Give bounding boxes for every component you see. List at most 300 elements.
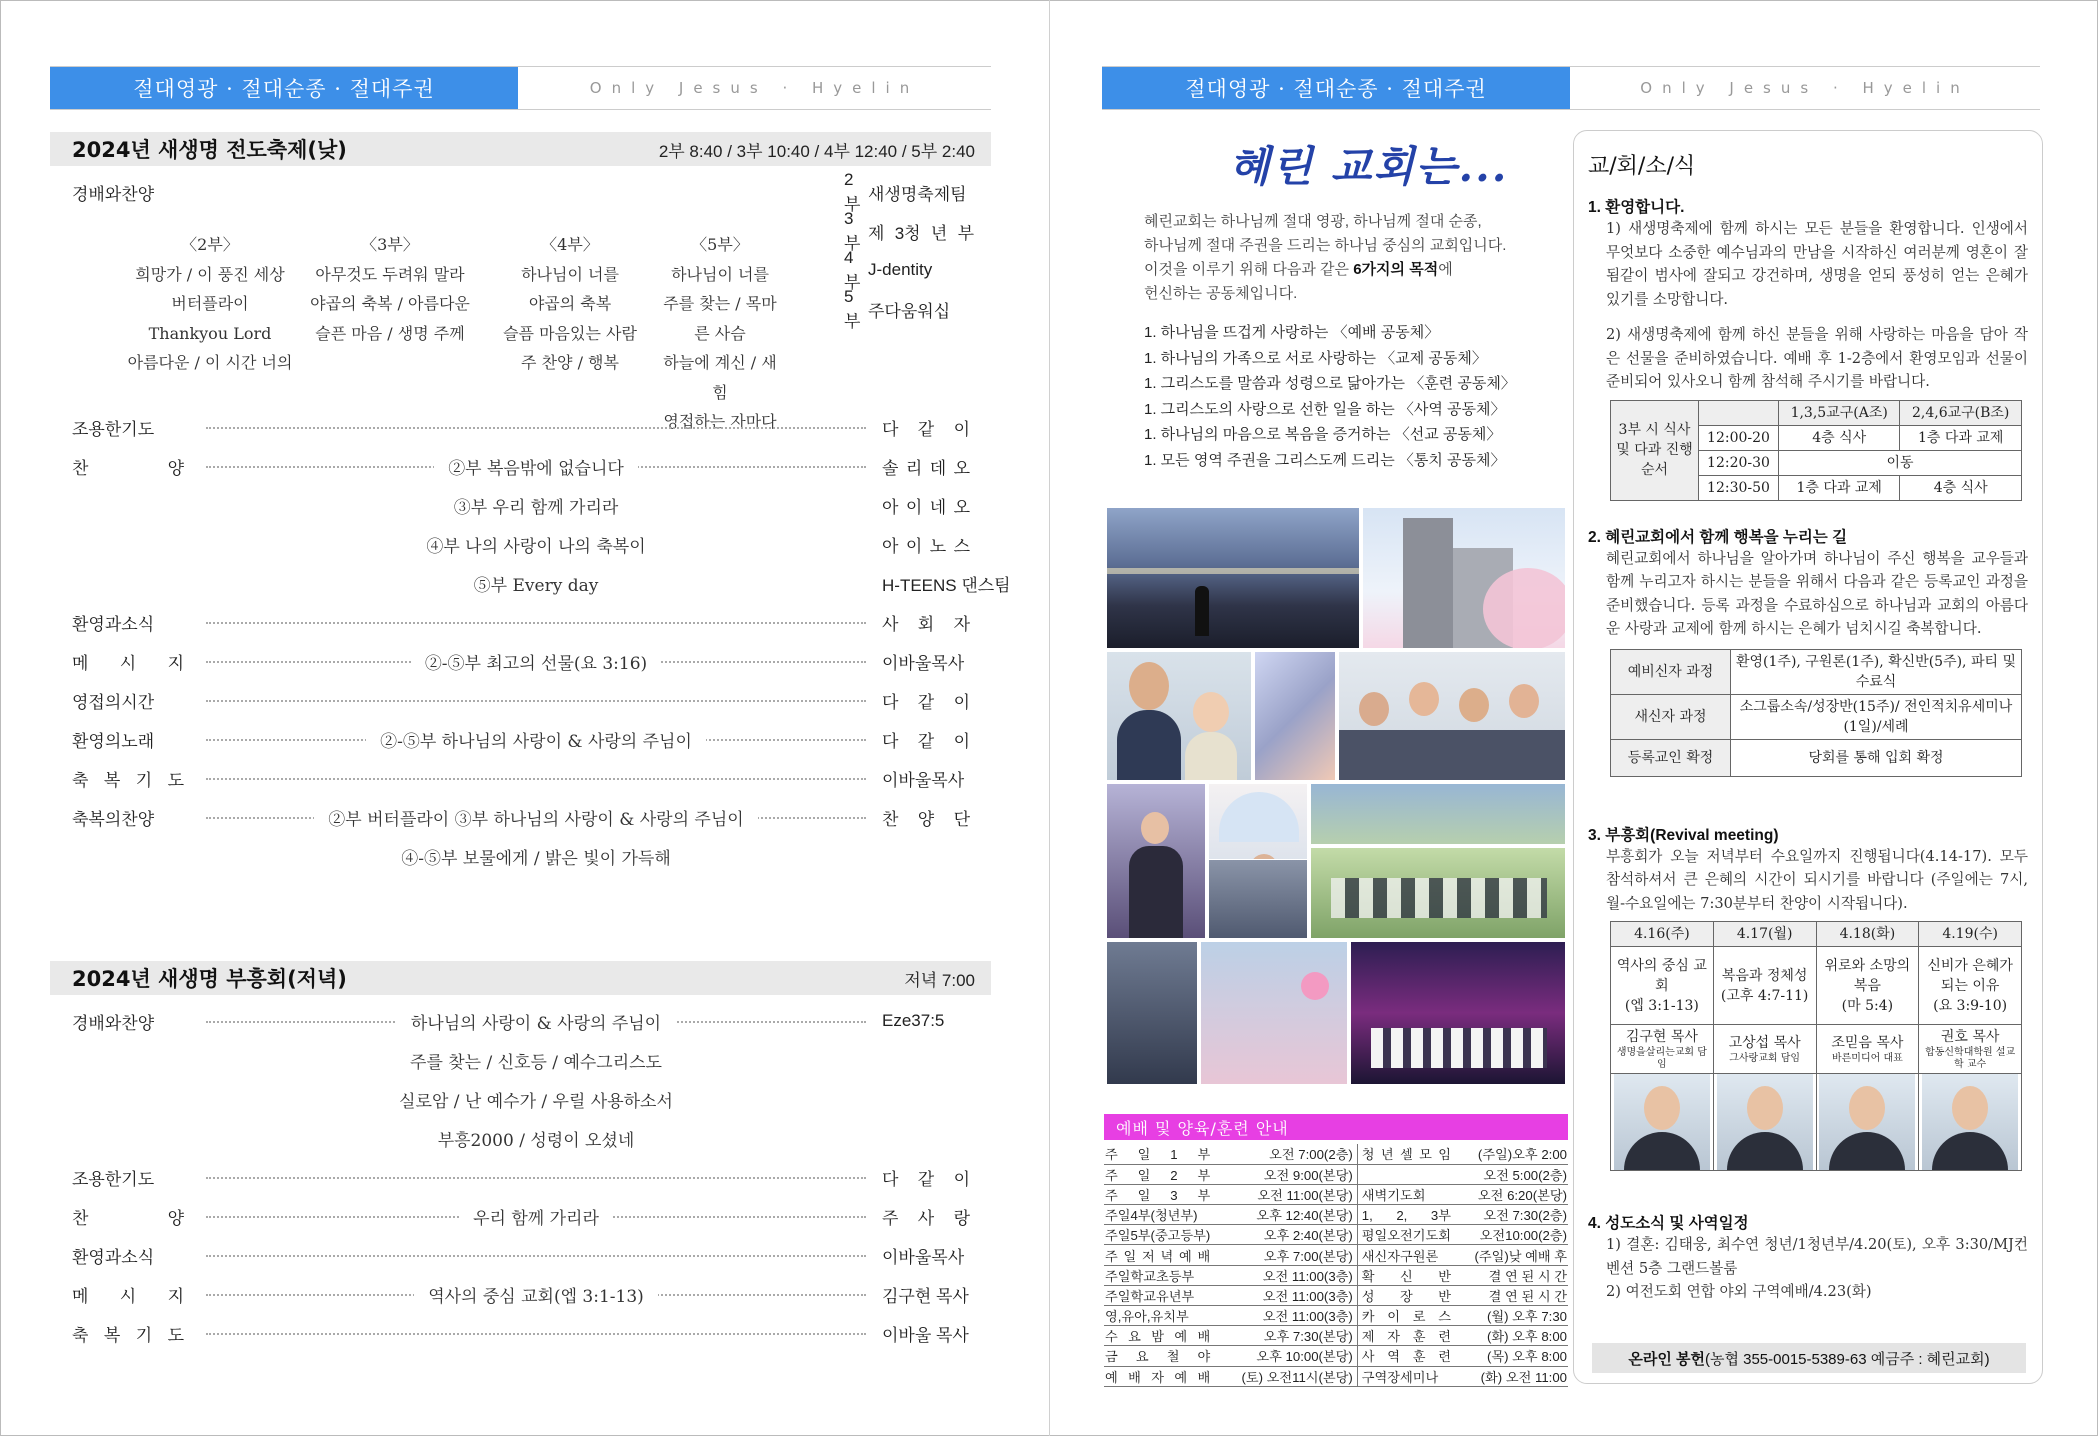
praise-song: 하나님이 너를 (521, 264, 619, 284)
order-label: 환영의노래 (72, 731, 155, 751)
schedule-row (1104, 1265, 1568, 1285)
order-detail-text: ②부 복음밖에 없습니다 (434, 454, 638, 479)
news-heading-revival: 3. 부흥회(Revival meeting) (1588, 826, 1779, 844)
schedule-cell: 평일오전기도회 (1357, 1225, 1452, 1245)
order-detail (206, 1123, 866, 1153)
praise-column (480, 230, 660, 437)
order-detail (206, 1201, 866, 1231)
order-leader: 김구현 목사 (882, 1286, 969, 1306)
course-detail: 당회를 통해 입회 확정 (1731, 739, 2022, 776)
order-detail (206, 1279, 866, 1309)
praise-part: 3부 (844, 208, 861, 253)
revival-date: 4.19(수) (1919, 922, 2022, 947)
schedule-cell: 오후 7:30(본당) (1211, 1326, 1357, 1346)
order-leader: 다 같 이 (882, 731, 970, 751)
order-detail (206, 1240, 866, 1270)
order-row (72, 802, 970, 832)
schedule-cell: (화) 오전 11:00 (1452, 1366, 1568, 1386)
schedule-cell: (주일)낮 예배 후 (1452, 1245, 1568, 1265)
meal-time: 12:20-30 (1699, 450, 1779, 475)
church-news-panel (1573, 130, 2043, 1384)
registration-course-table (1610, 649, 2022, 777)
meal-col-head: 2,4,6교구(B조) (1900, 400, 2022, 425)
schedule-cell: (목) 오후 8:00 (1452, 1346, 1568, 1366)
speaker-photo (1922, 1074, 2018, 1170)
meal-row-head: 3부 시 식사 및 다과 진행 순서 (1611, 400, 1699, 500)
order-label: 환영과소식 (72, 1247, 155, 1267)
praise-part: 4부 (844, 247, 861, 292)
schedule-cell: 수 요 밤 예 배 (1104, 1326, 1211, 1346)
schedule-row (1104, 1306, 1568, 1326)
revival-photo-cell (1919, 1074, 2022, 1171)
order-row (72, 724, 970, 754)
church-goal-item: 1. 하나님을 뜨겁게 사랑하는 〈예배 공동체〉 (1144, 324, 1440, 341)
order-leader: Eze37:5 (882, 1011, 945, 1030)
online-offering-account: (농협 355-0015-5389-63 예금주 : 혜린교회) (1704, 1350, 1990, 1368)
schedule-cell: 카 이 로 스 (1357, 1306, 1452, 1326)
order-detail-text: 실로암 / 난 예수가 / 우릴 사용하소서 (385, 1087, 687, 1112)
order-label: 조용한기도 (72, 419, 155, 439)
schedule-row (1104, 1164, 1568, 1184)
schedule-cell: 오전 9:00(본당) (1211, 1164, 1357, 1184)
order-leader: H-TEENS 댄스팀 (882, 575, 1011, 595)
church-goal-item: 1. 그리스도의 사랑으로 선한 일을 하는 〈사역 공동체〉 (1144, 400, 1506, 418)
schedule-cell: 구역장세미나 (1357, 1366, 1452, 1386)
speaker-head (1747, 1086, 1783, 1130)
order-leader: 이바울 목사 (882, 1325, 969, 1345)
two-men-photo (1208, 859, 1308, 939)
revival-photo-row (1611, 1074, 2022, 1171)
order-detail-text: ②-⑤부 하나님의 사랑이 & 사랑의 주님이 (366, 727, 706, 752)
revival-topic (1713, 947, 1816, 1025)
schedule-cell: 오전 11:00(본당) (1211, 1184, 1357, 1204)
order-detail (206, 802, 866, 832)
course-detail: 환영(1주), 구원론(1주), 확신반(5주), 파티 및 수료식 (1731, 649, 2022, 694)
news-heading-registration: 2. 혜린교회에서 함께 행복을 누리는 길 (1588, 528, 1848, 546)
praise-song: 아름다운 / 이 시간 너의 (127, 353, 293, 372)
order-row (72, 1162, 970, 1192)
schedule-row (1104, 1245, 1568, 1265)
revival-topic-title: 역사의 중심 교회 (1616, 957, 1707, 994)
order-detail (206, 412, 866, 442)
speaker-church: 생명을살리는교회 담임 (1616, 1047, 1707, 1070)
order-leader: 주 사 랑 (882, 1208, 970, 1228)
praise-song: 아무것도 두려워 말라 (315, 264, 465, 284)
revival-topic-title: 위로와 소망의 복음 (1824, 957, 1911, 994)
revival-date: 4.17(월) (1713, 922, 1816, 947)
praise-team-name: 새생명축제팀 (868, 184, 967, 204)
day-service-times: 2부 8:40 / 3부 10:40 / 4부 12:40 / 5부 2:40 (658, 141, 975, 161)
intro-emphasis: 6가지의 목적 (1353, 261, 1439, 278)
schedule-cell: 오후 7:00(본당) (1211, 1245, 1357, 1265)
order-row (72, 1045, 970, 1075)
order-row (72, 529, 970, 559)
church-intro-title: 혜린 교회는... (1229, 142, 1509, 191)
intro-line: 혜린교회는 하나님께 절대 영광, 하나님께 절대 순종, (1144, 213, 1482, 230)
order-detail-text: ④-⑤부 보물에게 / 밝은 빛이 가득해 (387, 844, 685, 869)
night-service-title: 2024년 새생명 부흥회(저녁) (72, 967, 347, 991)
church-goal-item: 1. 하나님의 가족으로 서로 사랑하는 〈교제 공동체〉 (1144, 349, 1487, 367)
order-detail (206, 1162, 866, 1192)
order-leader: 다 같 이 (882, 1169, 970, 1189)
praise-song: 야곱의 축복 / 아름다운 (310, 294, 470, 313)
intro-line: 하나님께 절대 주권을 드리는 하나님 중심의 교회입니다. (1144, 237, 1507, 254)
schedule-cell (1357, 1164, 1452, 1184)
praise-song: 슬픔 마음있는 사람 (503, 323, 637, 343)
order-row (72, 1240, 970, 1270)
revival-speaker-table (1610, 921, 2022, 1171)
praise-team-name: 제 3청 년 부 (868, 223, 974, 243)
header-slogan: Only Jesus · Hyelin (589, 79, 920, 97)
schedule-cell: 주 일 저 녁 예 배 (1104, 1245, 1211, 1265)
header-motto: 절대영광 · 절대순종 · 절대주권 (50, 67, 518, 109)
praying-photo (1106, 941, 1198, 1085)
speaker-head (1644, 1086, 1680, 1130)
order-detail (206, 646, 866, 676)
order-leader: 솔 리 데 오 (882, 458, 970, 478)
speaker-suit (1727, 1132, 1803, 1170)
revival-date: 4.16(주) (1611, 922, 1714, 947)
church-goal-item: 1. 하나님의 마음으로 복음을 증거하는 〈선교 공동체〉 (1144, 426, 1502, 443)
schedule-cell: 주일5부(중고등부) (1104, 1225, 1211, 1245)
order-detail-text: 하나님의 사랑이 & 사랑의 주님이 (397, 1009, 675, 1034)
order-detail (206, 607, 866, 637)
praise-column (660, 230, 780, 437)
order-detail (206, 490, 866, 520)
speaker-suit (1624, 1132, 1700, 1170)
church-goals (1144, 320, 1564, 473)
schedule-cell: 오전 11:00(3층) (1211, 1306, 1357, 1326)
schedule-cell: (토) 오전11시(본당) (1211, 1366, 1357, 1386)
order-detail-text: 주를 찾는 / 신호등 / 예수그리스도 (396, 1048, 676, 1073)
order-label: 찬 양 (72, 1208, 184, 1228)
praise-column-head: 〈4부〉 (541, 235, 599, 254)
schedule-cell: 오후 12:40(본당) (1211, 1205, 1357, 1225)
order-row (72, 568, 1011, 598)
order-detail (206, 1084, 866, 1114)
schedule-cell: 오전 6:20(본당) (1452, 1184, 1568, 1204)
course-row (1611, 694, 2022, 739)
meal-activity: 이동 (1779, 450, 2022, 475)
revival-topic-title: 신비가 은혜가 되는 이유 (1927, 957, 2013, 994)
page-header (50, 66, 991, 110)
praise-column (300, 230, 480, 437)
order-detail (206, 568, 866, 598)
speaker-photo (1819, 1074, 1915, 1170)
praise-team-row (844, 247, 974, 292)
schedule-cell: 주 일 2 부 (1104, 1164, 1211, 1184)
praise-team-name: 주다움워십 (868, 301, 951, 321)
order-detail (206, 1045, 866, 1075)
children-play-photo (1200, 941, 1348, 1085)
schedule-cell: 영,유아,유치부 (1104, 1306, 1211, 1326)
speaker-photo (1717, 1074, 1813, 1170)
revival-topic (1919, 947, 2022, 1025)
praise-part: 5부 (844, 286, 861, 331)
praise-song: 영접하는 자마다 (663, 412, 777, 431)
order-detail (206, 841, 866, 871)
praise-column-head: 〈5부〉 (691, 235, 749, 254)
order-detail-text: ③부 우리 함께 가리라 (440, 493, 633, 518)
revival-topic-title: 복음과 정체성 (1721, 967, 1808, 984)
order-label: 영접의시간 (72, 692, 155, 712)
intro-line: 헌신하는 공동체입니다. (1144, 285, 1298, 302)
church-goal-item: 1. 그리스도를 말씀과 성령으로 닮아가는 〈훈련 공동체〉 (1144, 375, 1516, 392)
course-row (1611, 649, 2022, 694)
order-leader: 다 같 이 (882, 419, 970, 439)
order-label: 축복의찬양 (72, 809, 155, 829)
church-intro-text (1144, 210, 1564, 306)
schedule-cell: 예 배 자 예 배 (1104, 1366, 1211, 1386)
order-row (72, 646, 970, 676)
revival-topic-row (1611, 947, 2022, 1025)
revival-photo-cell (1816, 1074, 1919, 1171)
schedule-row (1104, 1285, 1568, 1305)
course-name: 새신자 과정 (1611, 694, 1731, 739)
schedule-row (1104, 1366, 1568, 1386)
order-leader: 이바울목사 (882, 1247, 965, 1267)
order-detail-text: 우리 함께 가리라 (459, 1204, 613, 1229)
order-leader: 찬 양 단 (882, 809, 970, 829)
schedule-cell: 오전 5:00(2층) (1452, 1164, 1568, 1184)
day-service-title: 2024년 새생명 전도축제(낮) (72, 138, 347, 162)
church-goal-item: 1. 모든 영역 주권을 그리스도께 드리는 〈통치 공동체〉 (1144, 451, 1506, 469)
order-row (72, 841, 970, 871)
schedule-cell: 결 연 된 시 간 (1452, 1285, 1568, 1305)
speaker-name: 김구현 목사 (1625, 1029, 1698, 1045)
schedule-cell: 결 연 된 시 간 (1452, 1265, 1568, 1285)
order-leader: 이바울목사 (882, 653, 965, 673)
speaker-church: 합동신학대학원 설교학 교수 (1925, 1047, 2016, 1070)
order-leader: 사 회 자 (882, 614, 970, 634)
order-label: 환영과소식 (72, 614, 155, 634)
garden-photo (1310, 783, 1566, 845)
order-row (72, 451, 970, 481)
singers-photo (1106, 783, 1206, 939)
order-label: 경배와찬양 (72, 1013, 155, 1033)
revival-topic-ref: (마 5:4) (1841, 997, 1894, 1014)
meal-activity: 1층 다과 교제 (1779, 475, 1900, 500)
revival-topic-ref: (고후 4:7-11) (1720, 987, 1809, 1004)
revival-speaker (1816, 1025, 1919, 1074)
order-row (72, 763, 970, 793)
pastor-child-photo (1106, 651, 1252, 781)
speaker-church: 바른미디어 대표 (1831, 1053, 1903, 1064)
order-detail (206, 1006, 866, 1036)
revival-date: 4.18(화) (1816, 922, 1919, 947)
order-leader: 아 이 네 오 (882, 497, 970, 517)
outdoor-group-photo (1310, 847, 1566, 939)
order-detail-text: ④부 나의 사랑이 나의 축복이 (412, 532, 659, 557)
order-detail (206, 451, 866, 481)
praise-label: 경배와찬양 (72, 184, 155, 204)
praise-song: 주 찬양 / 행복 (521, 353, 619, 372)
schedule-cell: 사 역 훈 련 (1357, 1346, 1452, 1366)
schedule-cell: 오전 11:00(3층) (1211, 1285, 1357, 1305)
header-motto-right: 절대영광 · 절대순종 · 절대주권 (1102, 67, 1570, 109)
revival-topic-ref: (요 3:9-10) (1933, 997, 2008, 1014)
schedule-cell: 오전10:00(2층) (1452, 1225, 1568, 1245)
schedule-cell: 주일학교유년부 (1104, 1285, 1211, 1305)
speaker-church: 그사랑교회 담임 (1729, 1053, 1801, 1064)
schedule-cell: 주 일 1 부 (1104, 1144, 1211, 1164)
order-detail-text: ②-⑤부 최고의 선물(요 3:16) (411, 649, 661, 674)
schedule-cell: (화) 오후 8:00 (1452, 1326, 1568, 1346)
schedule-row (1104, 1144, 1568, 1164)
schedule-cell: 오전 11:00(3층) (1211, 1265, 1357, 1285)
order-row (72, 685, 970, 715)
order-detail-text: ⑤부 Every day (460, 571, 613, 596)
speaker-photo (1614, 1074, 1710, 1170)
revival-photo-cell (1713, 1074, 1816, 1171)
order-leader: 다 같 이 (882, 692, 970, 712)
schedule-cell: 청 년 셀 모 임 (1357, 1144, 1452, 1164)
speaker-head (1952, 1086, 1988, 1130)
praise-column (120, 230, 300, 437)
praise-team-row (844, 286, 974, 331)
revival-speaker (1713, 1025, 1816, 1074)
meal-header-row (1611, 400, 2022, 425)
praise-song: 희망가 / 이 풍진 세상 (135, 264, 285, 284)
praise-song: 슬픈 마음 / 생명 주께 (315, 323, 465, 343)
meal-activity: 1층 다과 교제 (1900, 425, 2022, 450)
praise-team-name: J-dentity (868, 260, 933, 279)
order-detail-text: ②부 버터플라이 ③부 하나님의 사랑이 & 사랑의 주님이 (314, 805, 757, 830)
revival-speaker (1611, 1025, 1714, 1074)
news-paragraph: 1) 새생명축제에 함께 하시는 모든 분들을 환영합니다. 인생에서 무엇보다 소중한 예수님과의 만남을 시작하신 여러분께 영혼이 잘됨같이 범사에 잘되고 강건하며, 생명을 얻되 풍성히 얻는 은혜가 있기를 소망합니다. (1606, 220, 2028, 308)
order-detail-text: 부흥2000 / 성령이 오셨네 (424, 1126, 649, 1151)
revival-date-row (1611, 922, 2022, 947)
order-detail (206, 1318, 866, 1348)
order-detail (206, 529, 866, 559)
praise-song: Thankyou Lord (148, 323, 272, 343)
order-detail (206, 685, 866, 715)
praise-team-row (844, 169, 974, 214)
order-label: 축 복 기 도 (72, 1325, 184, 1345)
speaker-suit (1829, 1132, 1905, 1170)
praise-song: 하나님이 너를 (671, 264, 769, 284)
meal-col-head: 1,3,5교구(A조) (1779, 400, 1900, 425)
schedule-cell: 새신자구원론 (1357, 1245, 1452, 1265)
youth-group-photo (1338, 651, 1566, 781)
revival-speaker-row (1611, 1025, 2022, 1074)
order-row (72, 1006, 970, 1036)
church-building-photo (1362, 507, 1566, 649)
order-leader: 아 이 노 스 (882, 536, 970, 556)
order-label: 조용한기도 (72, 1169, 155, 1189)
course-name: 등록교인 확정 (1611, 739, 1731, 776)
praise-column-head: 〈3부〉 (361, 235, 419, 254)
revival-topic (1816, 947, 1919, 1025)
photo-collage (1106, 507, 1566, 1085)
order-row (72, 1318, 970, 1348)
schedule-cell: 1, 2, 3부 (1357, 1205, 1452, 1225)
schedule-cell: (주일)오후 2:00 (1452, 1144, 1568, 1164)
revival-topic-ref: (엡 3:1-13) (1624, 997, 1699, 1014)
revival-speaker (1919, 1025, 2022, 1074)
schedule-cell: 오후 2:40(본당) (1211, 1225, 1357, 1245)
page-header-right (1102, 66, 2040, 110)
praise-team-row (844, 208, 974, 253)
speaker-name: 고상섭 목사 (1728, 1035, 1801, 1051)
worship-schedule-table (1104, 1144, 1568, 1387)
revival-topic (1611, 947, 1714, 1025)
schedule-cell: 성 장 반 (1357, 1285, 1452, 1305)
order-label: 메 시 지 (72, 653, 184, 673)
choir-stage-photo (1350, 941, 1566, 1085)
news-title: 교/회/소/식 (1588, 154, 1696, 179)
order-row (72, 607, 970, 637)
speaker-name: 조믿음 목사 (1831, 1035, 1904, 1051)
meal-time: 12:30-50 (1699, 475, 1779, 500)
right-page (1049, 0, 2098, 1436)
news-paragraph: 부흥회가 오늘 저녁부터 수요일까지 진행됩니다(4.14-17). 모두 참석하셔서 큰 은혜의 시간이 되시기를 바랍니다 (주일에는 7시, 월-수요일에는 7:30분부터 찬양이 시작됩니다). (1606, 847, 2028, 912)
course-name: 예비신자 과정 (1611, 649, 1731, 694)
order-detail-text: 역사의 중심 교회(엡 3:1-13) (414, 1282, 658, 1307)
order-label: 축 복 기 도 (72, 770, 184, 790)
online-offering-info (1592, 1343, 2026, 1373)
schedule-cell: 확 신 반 (1357, 1265, 1452, 1285)
meal-empty-cell (1699, 400, 1779, 425)
meal-activity: 4층 식사 (1779, 425, 1900, 450)
schedule-title: 예배 및 양육/훈련 안내 (1104, 1114, 1568, 1140)
section-title-night (50, 961, 991, 995)
schedule-row (1104, 1184, 1568, 1204)
news-paragraph: 혜린교회에서 하나님을 알아가며 하나님이 주신 행복을 교우들과 함께 누리고자 하시는 분들을 위해서 다음과 같은 등록교인 과정을 준비했습니다. 등록 과정을 수료하심으로 하나님과 교회의 아름다운 사랑과 교제에 함께 하시는 은혜가 넘치시길 축복합니다. (1606, 549, 2028, 637)
order-detail (206, 724, 866, 754)
schedule-cell: 주일4부(청년부) (1104, 1205, 1211, 1225)
order-row (72, 1084, 970, 1114)
praise-song: 버터플라이 (171, 294, 249, 313)
order-row (72, 1123, 970, 1153)
schedule-cell: 오전 7:30(2층) (1452, 1205, 1568, 1225)
praise-row (72, 177, 970, 207)
intro-line (1144, 258, 1564, 282)
order-leader: 이바울목사 (882, 770, 965, 790)
meal-time: 12:00-20 (1699, 425, 1779, 450)
section-title-day (50, 132, 991, 166)
praise-song: 야곱의 축복 (528, 294, 612, 313)
schedule-cell: 금 요 철 야 (1104, 1346, 1211, 1366)
schedule-row (1104, 1326, 1568, 1346)
schedule-cell: 오후 10:00(본당) (1211, 1346, 1357, 1366)
praise-song: 하늘에 계신 / 새 힘 (663, 353, 777, 402)
intro-text: 이것을 이루기 위해 다음과 같은 (1144, 261, 1354, 278)
header-slogan-right: Only Jesus · Hyelin (1640, 79, 1970, 97)
news-paragraph: 1) 결혼: 김태웅, 최수연 청년/1청년부/4.20(토), 오후 3:30/MJ컨벤션 5층 그랜드볼룸 (1606, 1236, 2028, 1277)
intro-text: 에 (1438, 261, 1453, 278)
schedule-cell: 새벽기도회 (1357, 1184, 1452, 1204)
schedule-row (1104, 1225, 1568, 1245)
revival-photo-cell (1611, 1074, 1714, 1171)
order-row (72, 412, 970, 442)
news-paragraph: 2) 여전도회 연합 야외 구역예배/4.23(화) (1606, 1283, 1872, 1300)
meal-schedule-table (1610, 400, 2022, 501)
speaker-head (1849, 1086, 1885, 1130)
schedule-cell: 오전 7:00(2층) (1211, 1144, 1357, 1164)
praise-part: 2부 (844, 169, 861, 214)
order-row (72, 490, 970, 520)
praise-song: 주를 찾는 / 목마른 사슴 (663, 294, 777, 343)
schedule-cell: 주일학교초등부 (1104, 1265, 1211, 1285)
news-body (1588, 187, 2028, 1304)
praise-song-table (120, 230, 780, 437)
news-heading-welcome: 1. 환영합니다. (1588, 199, 1685, 216)
meal-activity: 4층 식사 (1900, 475, 2022, 500)
schedule-row (1104, 1346, 1568, 1366)
order-label: 찬 양 (72, 458, 184, 478)
praise-column-head: 〈2부〉 (181, 235, 239, 254)
